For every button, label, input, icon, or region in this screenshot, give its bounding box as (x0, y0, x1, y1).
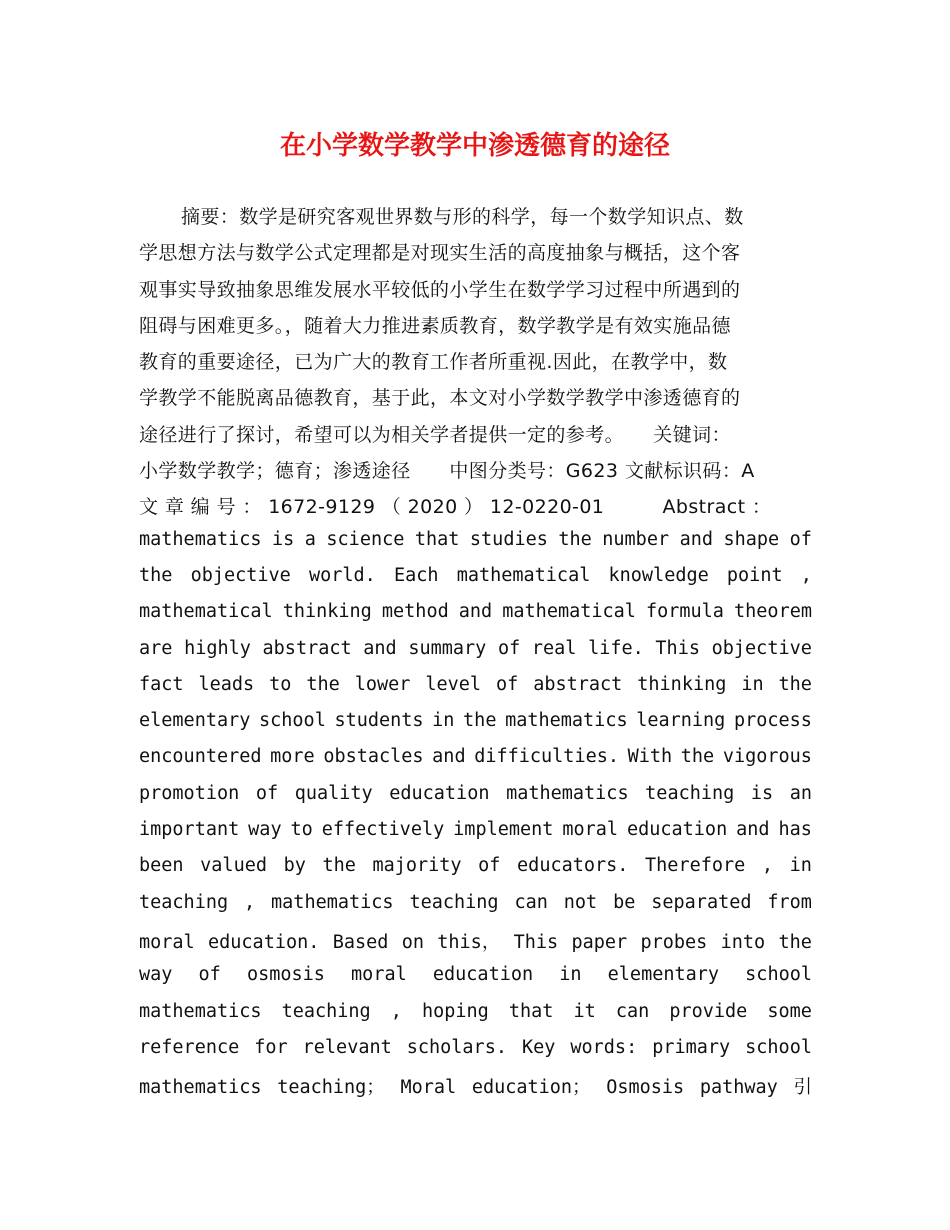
text-word: shape (723, 528, 780, 550)
text-word: an (789, 782, 812, 804)
text-word: This (655, 637, 700, 659)
text-word: valued (200, 855, 267, 877)
text-word: and (736, 819, 770, 841)
text-word: to (269, 673, 292, 695)
text-word: highly (184, 637, 251, 659)
text-line (139, 783, 812, 819)
text-word: can (615, 1000, 650, 1022)
text-word: that (414, 528, 460, 550)
text-word: in (741, 673, 764, 695)
text-word: fact (139, 673, 184, 695)
text-word: the (778, 931, 812, 953)
text-line (139, 383, 812, 419)
text-word: and (679, 528, 713, 550)
text-word: mathematics (506, 782, 629, 804)
text-line (139, 347, 812, 383)
text-word: a (304, 528, 316, 550)
text-word: way (139, 964, 173, 986)
text-word: in (432, 710, 455, 732)
text-word: mathematics (139, 1000, 262, 1022)
text-word: teaching (139, 891, 229, 913)
text-word: mathematics (139, 528, 262, 550)
text-word: number (602, 528, 670, 550)
text-word: education (389, 782, 490, 804)
text-word: primary (652, 1036, 731, 1058)
text-line (139, 674, 812, 710)
text-word: life. (588, 637, 644, 659)
text-line (139, 964, 812, 1000)
text-word: mathematical (456, 564, 591, 586)
text-line (139, 238, 812, 274)
text-word: in (559, 964, 582, 986)
text-word: words: (570, 1036, 638, 1058)
text-word: teaching (409, 891, 499, 913)
text-word: encountered (139, 746, 262, 768)
text-word: the (139, 564, 173, 586)
text-word: in (789, 855, 812, 877)
text-word: of (255, 782, 279, 804)
text-word: Osmosis (606, 1077, 685, 1099)
text-word: Each (393, 564, 439, 586)
text-word: important (139, 819, 240, 841)
text-word: this， (437, 931, 501, 953)
text-word: level (425, 673, 482, 695)
text-word: theorem (734, 601, 812, 623)
text-word: mathematics (139, 1077, 262, 1099)
text-word: , (390, 1000, 402, 1022)
text-word: quality (294, 782, 373, 804)
text-line-content: 文 章 编 号 ： 1672-9129 （ 2020 ） 12-0220-01 Abstract ： (139, 496, 772, 519)
text-word: be (613, 891, 636, 913)
text-word: education (626, 819, 728, 841)
text-word: relevant (302, 1036, 392, 1058)
text-word: reference (139, 1036, 240, 1058)
text-word: can (514, 891, 548, 913)
text-word: some (767, 1000, 812, 1022)
text-line (139, 202, 812, 238)
text-word: probes (640, 931, 708, 953)
text-line (139, 565, 812, 601)
text-line (139, 420, 812, 456)
text-line (139, 855, 812, 891)
text-word: are (139, 637, 173, 659)
text-line (139, 601, 812, 637)
text-word: moral (351, 964, 407, 986)
text-word: world. (308, 564, 376, 586)
text-word: moral (139, 931, 195, 953)
document-title: 在小学数学教学中渗透德育的途径 (279, 131, 670, 161)
text-line (139, 529, 812, 565)
text-word: school (259, 710, 326, 732)
text-word: scholars. (406, 1036, 507, 1058)
text-word: to (290, 819, 313, 841)
text-line-content: 阻碍与困难更多。，随着大力推进素质教育，数学教学是有效实施品德 (139, 314, 731, 337)
text-word: for (254, 1036, 288, 1058)
text-word: mathematical (139, 601, 273, 623)
text-line (139, 1073, 812, 1109)
text-word: the (306, 673, 340, 695)
text-word: mathematical (502, 601, 636, 623)
text-line-content: 摘要：数学是研究客观世界数与形的科学，每一个数学知识点、数 (181, 206, 744, 228)
text-word: way (248, 819, 282, 841)
text-word: Key (521, 1036, 556, 1058)
text-word: real (531, 637, 577, 659)
text-word: process (733, 710, 812, 732)
text-word: studies (469, 528, 548, 550)
text-word: education. (208, 931, 320, 953)
text-word: , (800, 564, 812, 586)
text-word: learning (636, 710, 726, 732)
text-word: of (478, 855, 501, 877)
text-word: educators. (517, 855, 629, 877)
text-word: Moral (400, 1077, 457, 1099)
text-line (139, 892, 812, 928)
text-word: into (720, 931, 766, 953)
text-word: the (778, 673, 812, 695)
text-word: implement (453, 819, 554, 841)
text-word: that (508, 1000, 554, 1022)
text-word: method (381, 601, 449, 623)
text-word: of (198, 964, 221, 986)
text-word: thinking (637, 673, 727, 695)
text-word: With (627, 746, 673, 768)
text-word: , (761, 855, 774, 877)
text-word: This (513, 931, 559, 953)
text-word: objective (190, 564, 291, 586)
text-line (139, 1037, 812, 1073)
text-word: separated (651, 891, 752, 913)
text-word: objective (711, 637, 812, 659)
text-word: science (326, 528, 405, 550)
text-word: promotion (139, 782, 240, 804)
text-word: thinking (282, 601, 372, 623)
text-word: Therefore (645, 855, 746, 877)
text-line-content: 小学数学教学；德育；渗透途径 中图分类号：G623 文献标识码：A (139, 460, 755, 483)
text-word: , (244, 891, 256, 913)
text-word: has (778, 819, 812, 841)
text-word: more (270, 746, 315, 768)
text-word: abstract (533, 673, 623, 695)
text-word: of (497, 637, 521, 659)
text-line (139, 492, 812, 528)
text-word: moral (562, 819, 619, 841)
text-word: hoping (421, 1000, 489, 1022)
text-word: abstract (262, 637, 352, 659)
text-word: of (789, 528, 812, 550)
text-word: not (563, 891, 598, 913)
text-word: education； (471, 1077, 591, 1099)
text-word: difficulties. (474, 746, 619, 768)
text-word: the (322, 855, 356, 877)
text-line (139, 746, 812, 782)
text-word: point (726, 564, 783, 586)
text-word: 引 (793, 1077, 812, 1099)
text-word: obstacles (323, 746, 424, 768)
abstract-body (139, 202, 812, 1109)
text-word: is (750, 782, 774, 804)
text-word: mathematics (505, 710, 628, 732)
text-word: the (463, 710, 497, 732)
text-line-content: 观事实导致抽象思维发展水平较低的小学生在数学学习过程中所遇到的 (139, 278, 741, 301)
text-word: paper (571, 931, 628, 953)
text-word: osmosis (246, 964, 325, 986)
text-word: provide (669, 1000, 748, 1022)
text-line (139, 311, 812, 347)
text-line (139, 928, 812, 964)
text-word: is (272, 528, 295, 550)
text-line-content: 途径进行了探讨，希望可以为相关学者提供一定的参考。 关键词： (139, 423, 731, 446)
text-word: the (558, 528, 592, 550)
text-word: and (458, 601, 493, 623)
text-word: by (283, 855, 306, 877)
text-word: pathway (699, 1077, 778, 1099)
text-word: elementary (607, 964, 720, 986)
text-word: education (432, 964, 534, 986)
text-word: and (363, 637, 397, 659)
text-word: on (401, 931, 424, 953)
text-word: summary (408, 637, 487, 659)
text-word: been (139, 855, 184, 877)
text-word: vigorous (722, 746, 812, 768)
text-word: it (573, 1000, 596, 1022)
text-word: school (745, 1036, 812, 1058)
text-word: majority (372, 855, 462, 877)
text-word: students (334, 710, 424, 732)
text-word: Based (332, 931, 389, 953)
text-word: school (745, 964, 812, 986)
text-line (139, 456, 812, 492)
text-word: of (496, 673, 519, 695)
text-word: lower (354, 673, 411, 695)
text-word: mathematics (271, 891, 394, 913)
text-word: the (680, 746, 715, 768)
text-line (139, 710, 812, 746)
text-word: effectively (321, 819, 445, 841)
text-word: leads (198, 673, 255, 695)
text-line-content: 教育的重要途径，已为广大的教育工作者所重视.因此，在教学中，数 (139, 351, 728, 374)
text-word: elementary (139, 710, 251, 732)
text-word: from (767, 891, 812, 913)
text-line (139, 638, 812, 674)
text-word: formula (645, 601, 724, 623)
text-line (139, 1001, 812, 1037)
text-line (139, 275, 812, 311)
text-word: teaching (645, 782, 735, 804)
text-word: teaching； (277, 1077, 385, 1099)
text-word: knowledge (608, 564, 709, 586)
text-line-content: 学教学不能脱离品德教育，基于此，本文对小学数学教学中渗透德育的 (139, 387, 741, 410)
text-line (139, 819, 812, 855)
text-word: teaching (281, 1000, 371, 1022)
text-word: and (432, 746, 466, 768)
text-line-content: 学思想方法与数学公式定理都是对现实生活的高度抽象与概括，这个客 (139, 242, 741, 265)
